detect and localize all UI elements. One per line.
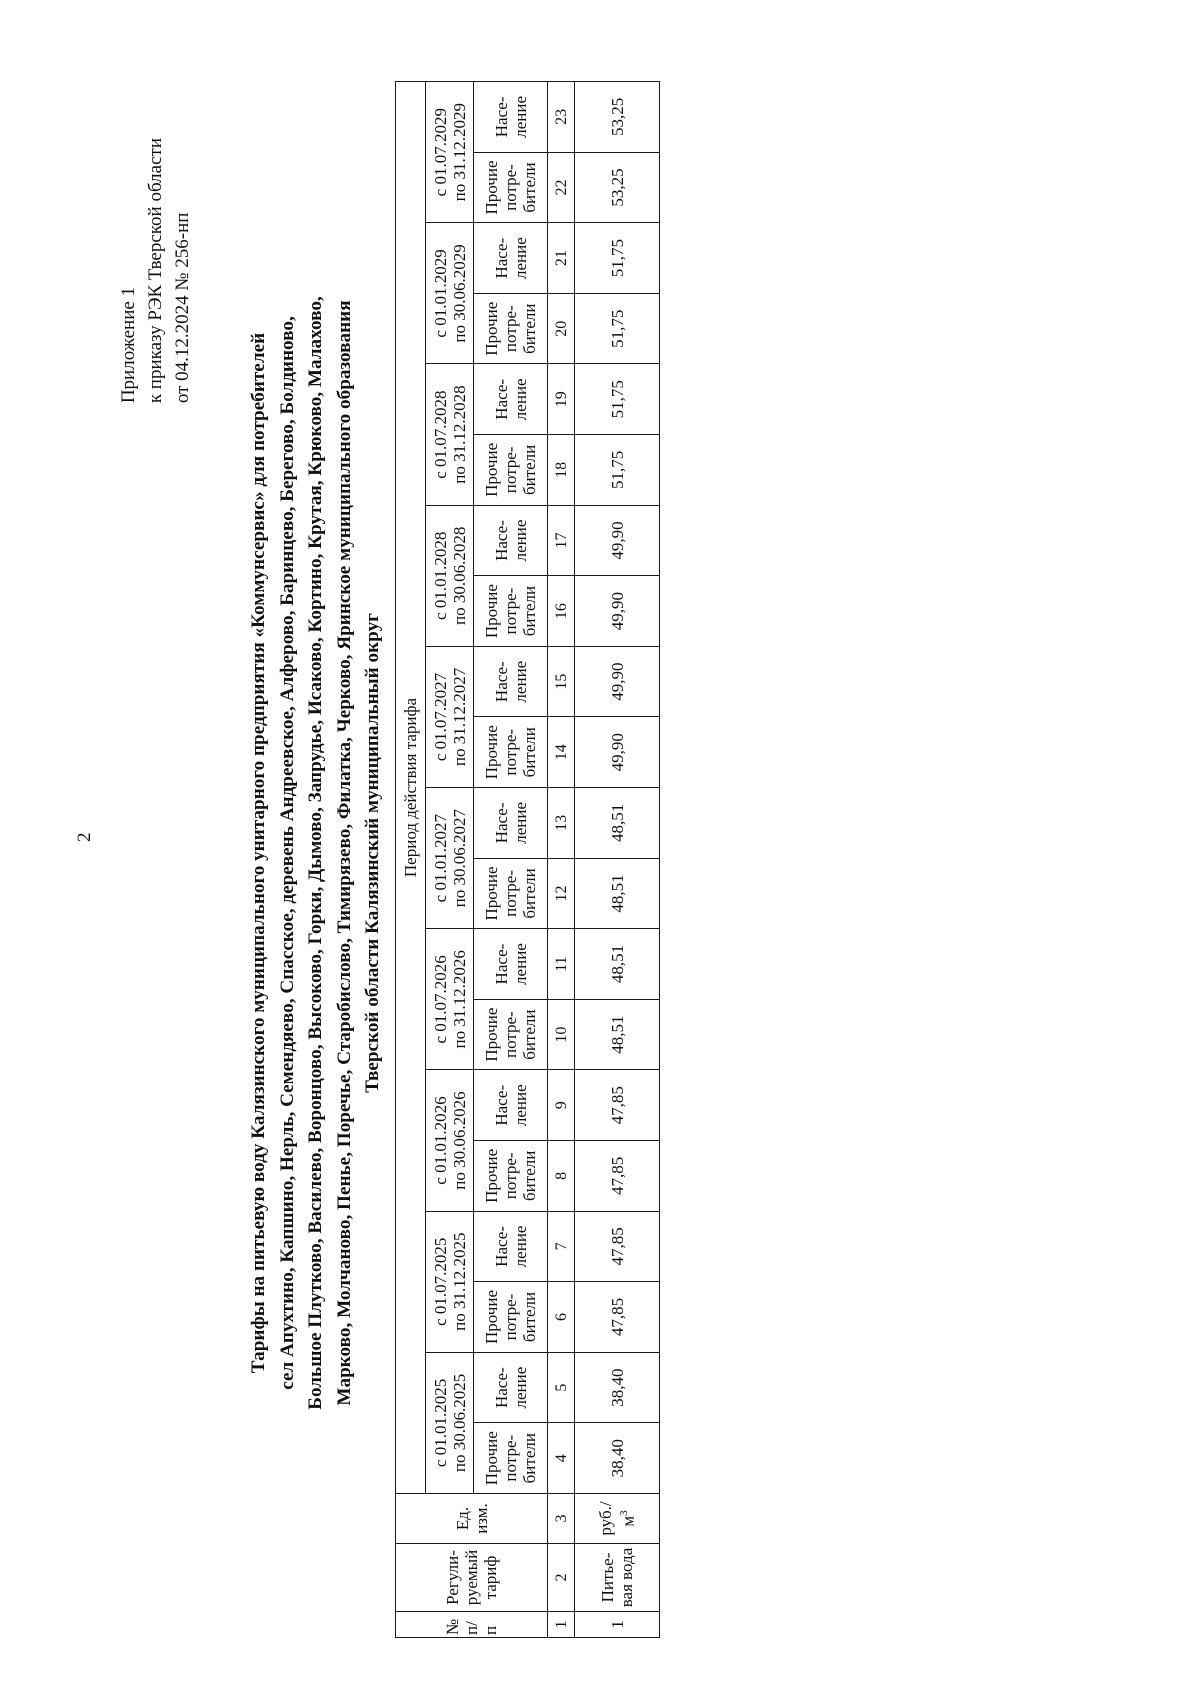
consumer-population-header: Насе-ление <box>474 505 548 576</box>
period-to: по 31.12.2026 <box>449 950 469 1049</box>
consumer-population-header: Насе-ление <box>474 646 548 717</box>
consumer-other-header: Прочие потре-бители <box>474 858 548 929</box>
landscape-content <box>115 78 1125 1638</box>
period-from: с 01.07.2028 <box>430 390 450 479</box>
tariff-value-cell: 53,25 <box>575 82 660 153</box>
tariff-value-cell: 48,51 <box>575 929 660 1000</box>
tariff-value-cell: 53,25 <box>575 152 660 223</box>
period-from: с 01.01.2026 <box>430 1096 450 1185</box>
period-to: по 30.06.2029 <box>449 244 469 343</box>
tariff-value-cell: 47,85 <box>575 1282 660 1353</box>
period-header <box>426 223 474 364</box>
consumer-other-header: Прочие потре-бители <box>474 1423 548 1494</box>
column-number: 23 <box>548 82 575 153</box>
tariff-value-cell: 49,90 <box>575 646 660 717</box>
consumer-population-header: Насе-ление <box>474 1211 548 1282</box>
column-number: 2 <box>548 1544 575 1612</box>
period-header <box>426 1352 474 1493</box>
title-line-2: сел Апухтино, Капшино, Нерль, Семендяево, Спасское, деревень Андреевское, Алферово, Баринцево, Берегово, Болдиново, <box>276 316 298 1390</box>
consumer-population-header: Насе-ление <box>474 1352 548 1423</box>
consumer-population-header: Насе-ление <box>474 82 548 153</box>
column-number: 20 <box>548 293 575 364</box>
consumer-other-header: Прочие потре-бители <box>474 576 548 647</box>
period-to: по 31.12.2027 <box>449 667 469 767</box>
column-number: 3 <box>548 1494 575 1544</box>
period-header <box>426 505 474 646</box>
appendix-line-1: Приложение 1 <box>118 286 139 404</box>
column-number: 10 <box>548 999 575 1070</box>
period-header <box>426 82 474 223</box>
row-no: 1 <box>575 1612 660 1638</box>
row-unit-sup: 3 <box>618 1510 631 1516</box>
consumer-other-header: Прочие потре-бители <box>474 152 548 223</box>
tariff-value-cell: 51,75 <box>575 435 660 506</box>
column-number: 22 <box>548 152 575 223</box>
tariff-value-cell: 51,75 <box>575 223 660 294</box>
tariff-value-cell: 47,85 <box>575 1141 660 1212</box>
column-number: 18 <box>548 435 575 506</box>
column-number: 1 <box>548 1612 575 1638</box>
column-number: 12 <box>548 858 575 929</box>
row-unit-text: руб./м <box>596 1501 638 1536</box>
consumer-population-header: Насе-ление <box>474 364 548 435</box>
period-header <box>426 364 474 505</box>
tariff-value-cell: 49,90 <box>575 717 660 788</box>
period-from: с 01.07.2026 <box>430 955 450 1044</box>
tariff-value-cell: 49,90 <box>575 576 660 647</box>
column-number: 4 <box>548 1423 575 1494</box>
period-to: по 30.06.2027 <box>449 808 469 908</box>
header-tariff: Регули-руемый тариф <box>396 1544 548 1612</box>
period-to: по 31.12.2025 <box>449 1232 469 1331</box>
appendix-block <box>115 138 196 403</box>
appendix-line-3: от 04.12.2024 № 256-нп <box>172 212 193 404</box>
column-number: 6 <box>548 1282 575 1353</box>
title-line-1: Тарифы на питьевую воду Калязинского муниципального унитарного предприятия «Коммунсервис» для потребителей <box>248 332 269 1374</box>
consumer-other-header: Прочие потре-бители <box>474 1282 548 1353</box>
column-number: 9 <box>548 1070 575 1141</box>
column-number: 14 <box>548 717 575 788</box>
column-number: 19 <box>548 364 575 435</box>
period-from: с 01.01.2025 <box>430 1378 450 1468</box>
tariff-value-cell: 51,75 <box>575 364 660 435</box>
consumer-population-header: Насе-ление <box>474 223 548 294</box>
tariff-value-cell: 48,51 <box>575 858 660 929</box>
tariff-table <box>395 81 660 1638</box>
column-number: 8 <box>548 1141 575 1212</box>
tariff-value-cell: 48,51 <box>575 788 660 859</box>
document-title <box>245 88 388 1618</box>
tariff-value-cell: 47,85 <box>575 1211 660 1282</box>
period-to: по 30.06.2028 <box>449 526 469 625</box>
title-line-3: Большое Плутково, Василево, Воронцово, Высоково, Горки, Дымово, Запрудье, Исаково, Кортино, Крутая, Крюково, Малахово, <box>305 296 326 1410</box>
row-tariff: Питье-вая вода <box>575 1544 660 1612</box>
period-from: с 01.01.2028 <box>430 531 450 620</box>
period-from: с 01.01.2027 <box>430 814 450 903</box>
column-number: 16 <box>548 576 575 647</box>
period-from: с 01.07.2027 <box>430 672 450 762</box>
period-header <box>426 646 474 787</box>
title-line-5: Тверской области Калязинский муниципальный округ <box>362 613 383 1093</box>
consumer-other-header: Прочие потре-бители <box>474 717 548 788</box>
consumer-other-header: Прочие потре-бители <box>474 435 548 506</box>
header-no: № п/п <box>396 1612 548 1638</box>
consumer-population-header: Насе-ление <box>474 1070 548 1141</box>
tariff-value-cell: 38,40 <box>575 1352 660 1423</box>
appendix-line-2: к приказу РЭК Тверской области <box>145 138 166 404</box>
period-header <box>426 1211 474 1352</box>
column-number: 21 <box>548 223 575 294</box>
consumer-other-header: Прочие потре-бители <box>474 293 548 364</box>
column-number: 15 <box>548 646 575 717</box>
page-number: 2 <box>74 832 95 842</box>
header-period: Период действия тарифа <box>396 82 426 1494</box>
title-line-4: Марково, Молчаново, Пенье, Поречье, Старобислово, Тимирязево, Филатка, Черково, Яринское муниципального образования <box>333 300 355 1406</box>
column-number: 11 <box>548 929 575 1000</box>
tariff-value-cell: 47,85 <box>575 1070 660 1141</box>
tariff-value-cell: 51,75 <box>575 293 660 364</box>
column-number: 7 <box>548 1211 575 1282</box>
consumer-other-header: Прочие потре-бители <box>474 1141 548 1212</box>
header-unit: Ед. изм. <box>396 1494 548 1544</box>
period-to: по 31.12.2029 <box>449 103 469 202</box>
column-number: 5 <box>548 1352 575 1423</box>
tariff-value-cell: 48,51 <box>575 999 660 1070</box>
consumer-population-header: Насе-ление <box>474 788 548 859</box>
period-header <box>426 1070 474 1211</box>
period-header <box>426 929 474 1070</box>
period-from: с 01.07.2025 <box>430 1237 450 1326</box>
tariff-value-cell: 49,90 <box>575 505 660 576</box>
period-from: с 01.07.2029 <box>430 108 450 197</box>
consumer-population-header: Насе-ление <box>474 929 548 1000</box>
period-header <box>426 788 474 929</box>
column-number: 13 <box>548 788 575 859</box>
period-to: по 31.12.2028 <box>449 385 469 484</box>
tariff-value-cell: 38,40 <box>575 1423 660 1494</box>
period-to: по 30.06.2026 <box>449 1091 469 1190</box>
period-to: по 30.06.2025 <box>449 1373 469 1473</box>
column-number: 17 <box>548 505 575 576</box>
consumer-other-header: Прочие потре-бители <box>474 999 548 1070</box>
row-unit <box>575 1494 660 1544</box>
period-from: с 01.01.2029 <box>430 249 450 338</box>
